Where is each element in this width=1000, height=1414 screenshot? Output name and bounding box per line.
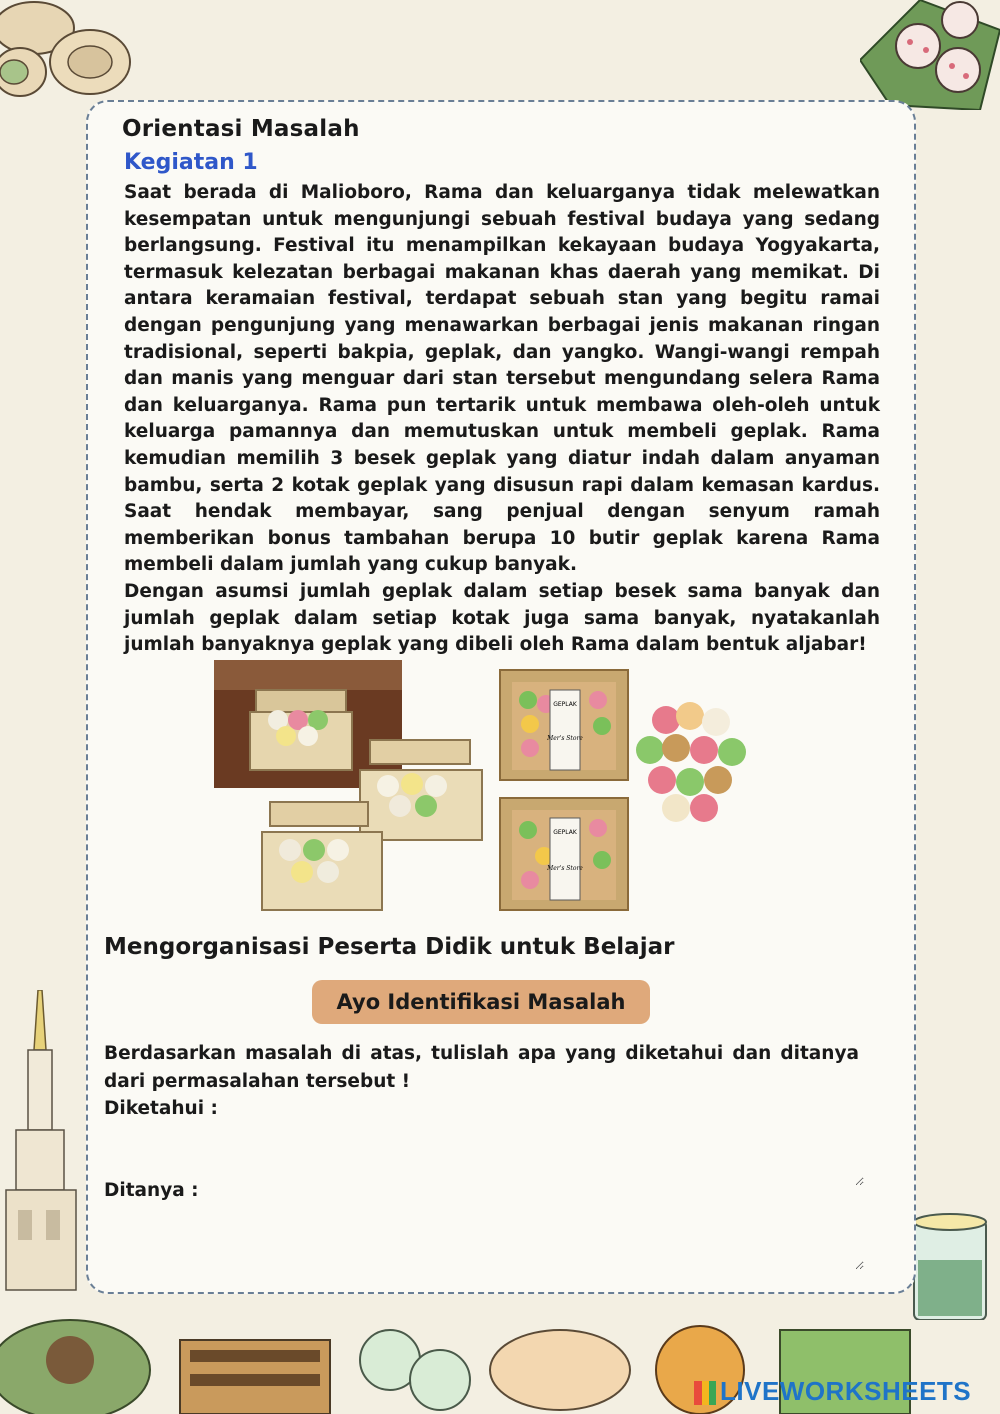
ditanya-label: Ditanya : xyxy=(104,1180,199,1201)
geplak-photos xyxy=(210,660,770,920)
kotak-photo xyxy=(500,670,628,910)
liveworksheets-text: LIVEWORKSHEETS xyxy=(720,1376,972,1406)
instruction-text: Berdasarkan masalah di atas, tulislah apa yang diketahui dan ditanya dari permasalahan tersebut ! xyxy=(104,1043,859,1092)
kue-leaf-decoration xyxy=(860,0,1000,110)
bakpia-decoration xyxy=(0,0,140,110)
liveworksheets-logo[interactable] xyxy=(694,1376,971,1407)
question-paragraph: Dengan asumsi jumlah geplak dalam setiap besek sama banyak dan jumlah geplak dalam setiap kotak juga sama banyak, nyatakanlah jumlah banyaknya geplak yang dibeli oleh Rama dalam bentuk aljabar! xyxy=(124,580,880,656)
besek-photo xyxy=(214,660,482,910)
kegiatan-label: Kegiatan 1 xyxy=(124,150,258,175)
diketahui-label: Diketahui : xyxy=(104,1098,218,1119)
problem-story xyxy=(124,180,880,659)
box-brand-1: Mer's Store xyxy=(547,735,583,742)
diketahui-answer-field[interactable] xyxy=(104,1122,864,1186)
liveworksheets-icon xyxy=(694,1381,716,1405)
ditanya-answer-field[interactable] xyxy=(104,1206,864,1270)
loose-geplak-photo xyxy=(636,702,746,822)
story-paragraph: Saat berada di Malioboro, Rama dan keluarganya tidak melewatkan kesempatan untuk mengunjungi sebuah festival budaya yang sedang berlangsung. Festival itu menampilkan kekayaan budaya Yogyakarta, termasuk kelezatan berbagai makanan khas daerah yang memikat. Di antara keramaian festival, terdapat sebuah stan yang begitu ramai dengan pengunjung yang menawarkan berbagai jenis makanan ringan tradisional, seperti bakpia, geplak, dan yangko. Wangi-wangi rempah dan manis yang menguar dari stan tersebut mengundang selera Rama dan keluarganya. Rama pun tertarik untuk membawa oleh-oleh untuk keluarga pamannya dan memutuskan untuk membeli geplak. Rama kemudian memilih 3 besek geplak yang diatur indah dalam anyaman bambu, serta 2 kotak geplak yang disusun rapi dalam kemasan kardus. Saat hendak membayar, sang penjual dengan senyum ramah memberikan bonus tambahan berupa 10 butir geplak karena Rama membeli dalam jumlah yang cukup banyak. xyxy=(124,182,880,576)
organisasi-heading: Mengorganisasi Peserta Didik untuk Belajar xyxy=(104,934,675,960)
box-brand-2: Mer's Store xyxy=(547,865,583,872)
box-label-2: GEPLAK xyxy=(553,829,577,836)
tugu-monument-decoration xyxy=(0,990,90,1320)
orientasi-heading: Orientasi Masalah xyxy=(122,116,360,142)
box-label-1: GEPLAK xyxy=(553,701,577,708)
identifikasi-pill: Ayo Identifikasi Masalah xyxy=(312,980,650,1024)
